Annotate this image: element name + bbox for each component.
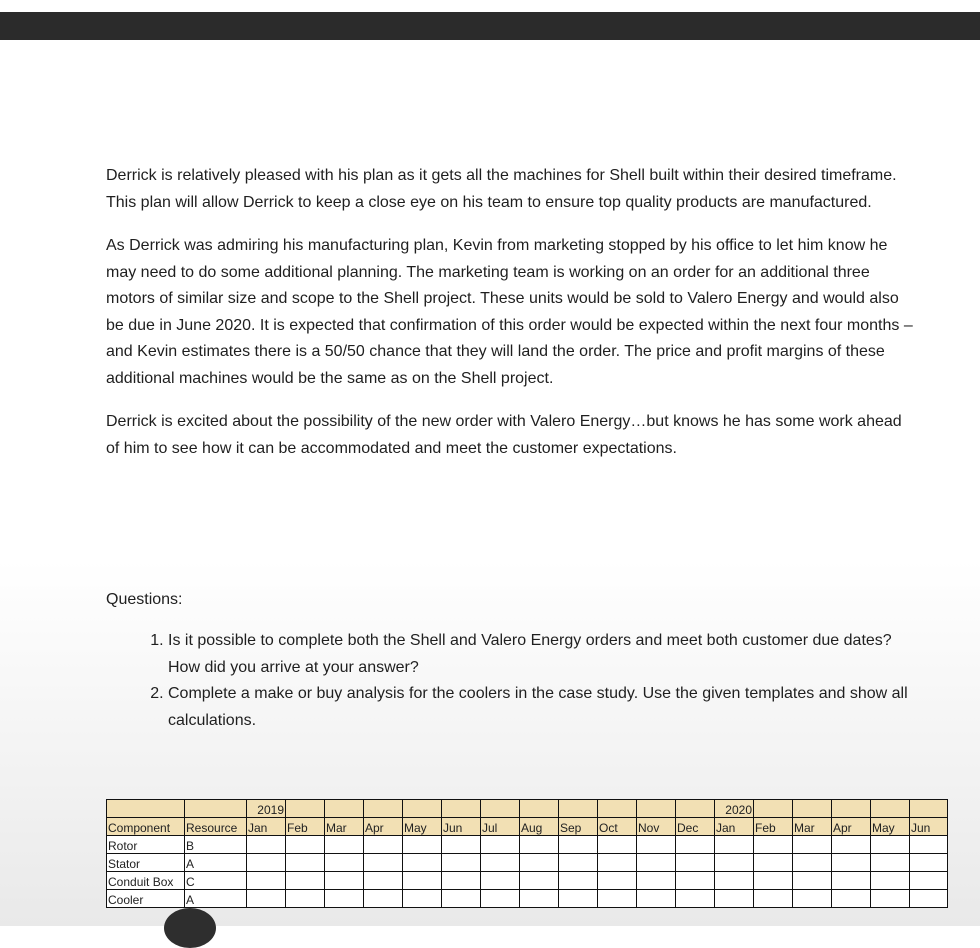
table-cell bbox=[442, 890, 481, 908]
table-cell bbox=[910, 836, 948, 854]
table-cell bbox=[715, 836, 754, 854]
table-cell bbox=[637, 890, 676, 908]
table-cell bbox=[871, 836, 910, 854]
table-cell bbox=[247, 872, 286, 890]
table-cell bbox=[481, 854, 520, 872]
table-cell bbox=[481, 890, 520, 908]
top-bar bbox=[0, 12, 980, 40]
table-cell bbox=[247, 836, 286, 854]
table-row bbox=[107, 854, 948, 872]
header-month: Mar bbox=[325, 818, 364, 836]
table-cell bbox=[832, 854, 871, 872]
header-row bbox=[107, 818, 948, 836]
table-cell bbox=[364, 836, 403, 854]
table-cell bbox=[364, 872, 403, 890]
header-month: May bbox=[403, 818, 442, 836]
table-cell bbox=[676, 890, 715, 908]
table-cell bbox=[403, 872, 442, 890]
table-cell bbox=[481, 800, 520, 818]
table-cell bbox=[403, 854, 442, 872]
table-cell bbox=[559, 800, 598, 818]
component-cell: Conduit Box bbox=[107, 872, 185, 890]
header-month: Oct bbox=[598, 818, 637, 836]
table-cell bbox=[247, 854, 286, 872]
table-cell bbox=[910, 854, 948, 872]
table-cell bbox=[403, 890, 442, 908]
table-cell bbox=[676, 854, 715, 872]
resource-cell: A bbox=[185, 854, 247, 872]
header-resource: Resource bbox=[185, 818, 247, 836]
table-cell bbox=[559, 836, 598, 854]
table-cell bbox=[520, 800, 559, 818]
table-cell bbox=[598, 836, 637, 854]
table-cell bbox=[286, 836, 325, 854]
paragraph-3: Derrick is excited about the possibility of the new order with Valero Energy…but knows he has some work ahead of him to see how it can be accommodated and meet the customer expectations. bbox=[106, 413, 902, 457]
table-cell bbox=[832, 872, 871, 890]
video-scrub-handle[interactable] bbox=[164, 908, 216, 948]
table-cell bbox=[754, 890, 793, 908]
year-2019-label: 2019 bbox=[247, 800, 286, 818]
header-month: May bbox=[871, 818, 910, 836]
question-1: 1. Is it possible to complete both the Shell and Valero Energy orders and meet both customer due dates? How did you arrive at your answer? bbox=[168, 628, 916, 681]
header-month: Nov bbox=[637, 818, 676, 836]
table-row bbox=[107, 836, 948, 854]
year-row bbox=[107, 800, 948, 818]
header-month: Aug bbox=[520, 818, 559, 836]
header-month: Jan bbox=[715, 818, 754, 836]
table-cell bbox=[871, 890, 910, 908]
paragraph-1: Derrick is relatively pleased with his plan as it gets all the machines for Shell built within their desired timeframe. This plan will allow Derrick to keep a close eye on his team to ensure top quality products are manufactured. bbox=[106, 167, 897, 211]
table-cell bbox=[107, 800, 185, 818]
table-cell bbox=[871, 854, 910, 872]
table-cell bbox=[871, 872, 910, 890]
header-month: Feb bbox=[754, 818, 793, 836]
table-cell bbox=[286, 872, 325, 890]
table-cell bbox=[559, 854, 598, 872]
table-cell bbox=[481, 836, 520, 854]
table-cell bbox=[364, 890, 403, 908]
table-cell bbox=[520, 890, 559, 908]
header-month: Feb bbox=[286, 818, 325, 836]
table-cell bbox=[832, 890, 871, 908]
header-month: Jun bbox=[442, 818, 481, 836]
table-cell bbox=[637, 872, 676, 890]
table-cell bbox=[286, 854, 325, 872]
table-cell bbox=[910, 800, 948, 818]
table-cell bbox=[247, 890, 286, 908]
header-component: Component bbox=[107, 818, 185, 836]
table-cell bbox=[676, 872, 715, 890]
table-cell bbox=[637, 854, 676, 872]
table-cell bbox=[520, 854, 559, 872]
table-cell bbox=[286, 890, 325, 908]
table-cell bbox=[832, 836, 871, 854]
questions-list bbox=[106, 628, 916, 734]
table-cell bbox=[793, 890, 832, 908]
component-cell: Cooler bbox=[107, 890, 185, 908]
header-month: Apr bbox=[364, 818, 403, 836]
table-cell bbox=[286, 800, 325, 818]
table-cell bbox=[715, 872, 754, 890]
header-month: Dec bbox=[676, 818, 715, 836]
case-study-text bbox=[106, 163, 916, 479]
resource-cell: C bbox=[185, 872, 247, 890]
table-cell bbox=[754, 872, 793, 890]
table-row bbox=[107, 872, 948, 890]
table-cell bbox=[637, 800, 676, 818]
table-cell bbox=[559, 872, 598, 890]
table-cell bbox=[676, 800, 715, 818]
component-cell: Rotor bbox=[107, 836, 185, 854]
component-cell: Stator bbox=[107, 854, 185, 872]
table-cell bbox=[793, 800, 832, 818]
table-cell bbox=[442, 854, 481, 872]
table-cell bbox=[871, 800, 910, 818]
table-cell bbox=[637, 836, 676, 854]
table-cell bbox=[832, 800, 871, 818]
table-cell bbox=[442, 800, 481, 818]
table-cell bbox=[793, 872, 832, 890]
question-2: 2. Complete a make or buy analysis for the coolers in the case study. Use the given templates and show all calculations. bbox=[168, 681, 916, 734]
table-cell bbox=[481, 872, 520, 890]
table-cell bbox=[676, 836, 715, 854]
table-cell bbox=[364, 800, 403, 818]
table-cell bbox=[754, 854, 793, 872]
table-cell bbox=[754, 800, 793, 818]
table-cell bbox=[442, 872, 481, 890]
table-cell bbox=[910, 890, 948, 908]
table-cell bbox=[520, 872, 559, 890]
resource-cell: B bbox=[185, 836, 247, 854]
table-cell bbox=[598, 854, 637, 872]
header-month: Mar bbox=[793, 818, 832, 836]
table-cell bbox=[910, 872, 948, 890]
table-cell bbox=[598, 800, 637, 818]
table-cell bbox=[598, 890, 637, 908]
table-row bbox=[107, 890, 948, 908]
table-cell bbox=[403, 836, 442, 854]
header-month: Apr bbox=[832, 818, 871, 836]
table-cell bbox=[325, 854, 364, 872]
table-cell bbox=[715, 890, 754, 908]
resource-cell: A bbox=[185, 890, 247, 908]
table-cell bbox=[325, 800, 364, 818]
table-cell bbox=[364, 854, 403, 872]
production-schedule-table bbox=[106, 799, 948, 908]
table-cell bbox=[325, 872, 364, 890]
year-2020-label: 2020 bbox=[715, 800, 754, 818]
paragraph-2: As Derrick was admiring his manufacturing plan, Kevin from marketing stopped by his office to let him know he may need to do some additional planning. The marketing team is working on an order for an additional three motors of similar size and scope to the Shell project. These units would be sold to Valero Energy and would also be due in June 2020. It is expected that confirmation of this order would be expected within the next four months – and Kevin estimates there is a 50/50 chance that they will land the order. The price and profit margins of these additional machines would be the same as on the Shell project. bbox=[106, 237, 913, 387]
table-cell bbox=[559, 890, 598, 908]
header-month: Jan bbox=[247, 818, 286, 836]
header-month: Sep bbox=[559, 818, 598, 836]
table-cell bbox=[442, 836, 481, 854]
table-cell bbox=[793, 854, 832, 872]
table-cell bbox=[598, 872, 637, 890]
header-month: Jul bbox=[481, 818, 520, 836]
table-cell bbox=[793, 836, 832, 854]
questions-heading: Questions: bbox=[106, 591, 183, 608]
table-cell bbox=[325, 836, 364, 854]
table-cell bbox=[754, 836, 793, 854]
table-cell bbox=[403, 800, 442, 818]
table-cell bbox=[520, 836, 559, 854]
table-cell bbox=[715, 854, 754, 872]
table-cell bbox=[185, 800, 247, 818]
table-cell bbox=[325, 890, 364, 908]
header-month: Jun bbox=[910, 818, 948, 836]
